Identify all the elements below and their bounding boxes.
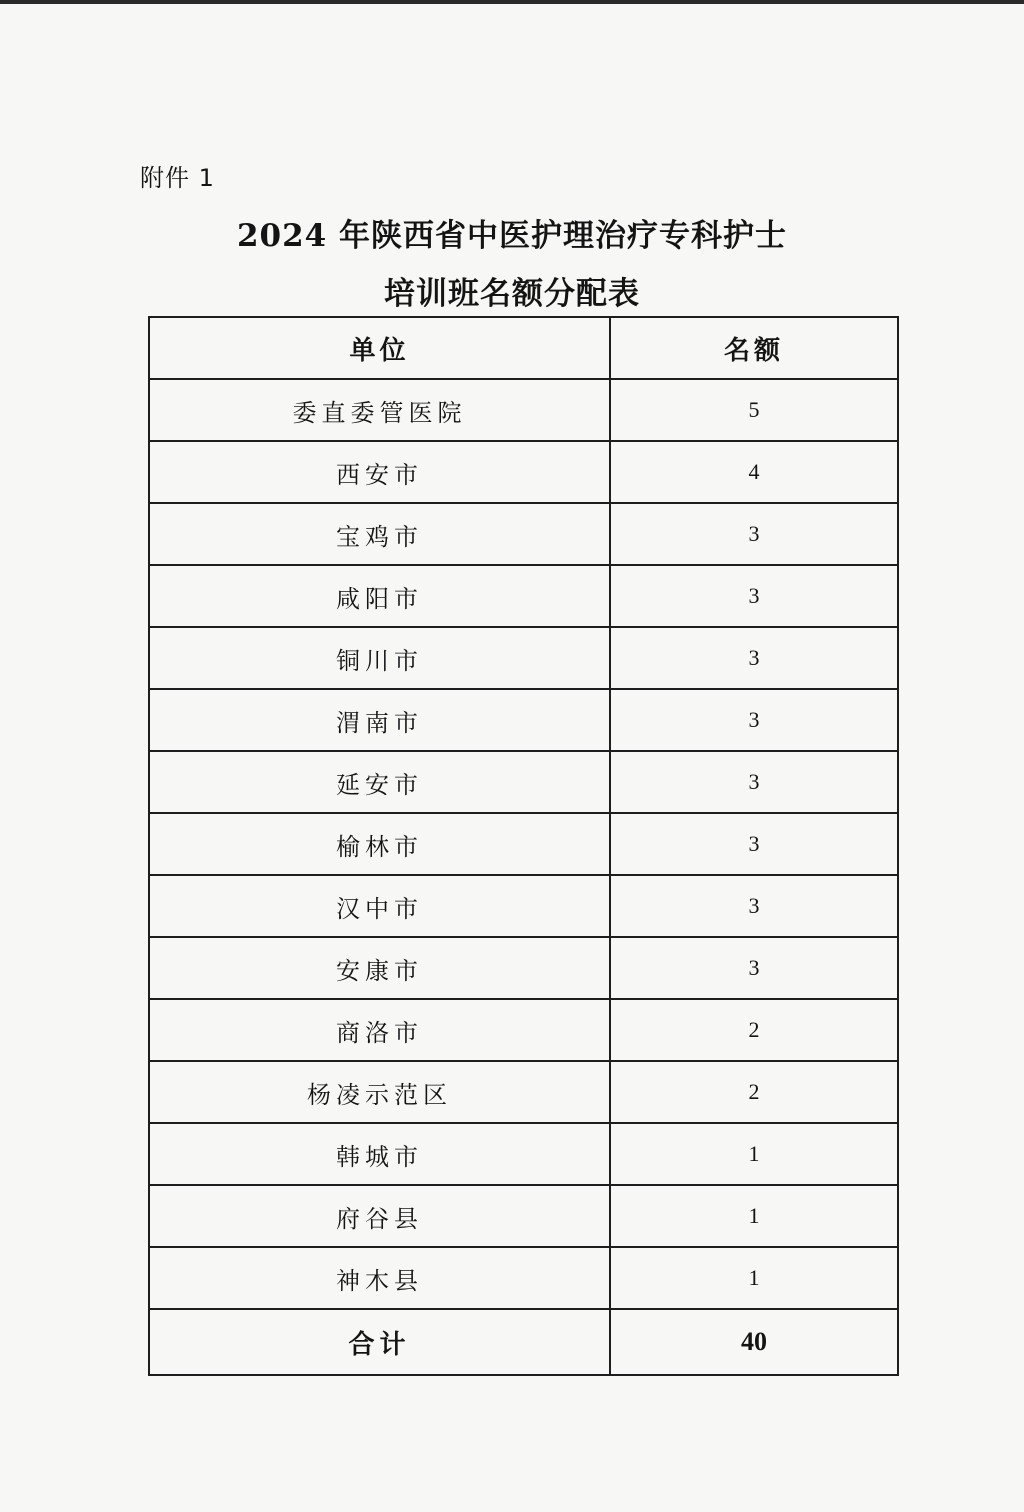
table-row [149, 813, 898, 875]
unit-cell: 西安市 [149, 441, 610, 503]
unit-cell: 渭南市 [149, 689, 610, 751]
table-row [149, 441, 898, 503]
header-quota: 名额 [610, 317, 898, 379]
quota-cell: 4 [610, 441, 898, 503]
unit-cell: 安康市 [149, 937, 610, 999]
unit-cell: 榆林市 [149, 813, 610, 875]
table-row [149, 627, 898, 689]
document-title-line-1: 2024 年陕西省中医护理治疗专科护士 [236, 218, 788, 254]
quota-cell: 3 [610, 689, 898, 751]
unit-cell: 延安市 [149, 751, 610, 813]
table-row [149, 689, 898, 751]
quota-cell: 3 [610, 503, 898, 565]
unit-cell: 咸阳市 [149, 565, 610, 627]
quota-cell: 3 [610, 565, 898, 627]
quota-cell: 1 [610, 1185, 898, 1247]
table-body [149, 379, 898, 1375]
unit-cell: 神木县 [149, 1247, 610, 1309]
table-row [149, 1185, 898, 1247]
attachment-label: 附件 1 [140, 164, 215, 192]
quota-cell: 3 [610, 875, 898, 937]
table-row [149, 503, 898, 565]
quota-cell: 3 [610, 751, 898, 813]
quota-cell: 3 [610, 937, 898, 999]
table-row [149, 379, 898, 441]
table-row [149, 1061, 898, 1123]
unit-cell: 韩城市 [149, 1123, 610, 1185]
quota-cell: 3 [610, 813, 898, 875]
quota-allocation-table [148, 316, 899, 1376]
table-header-row [149, 317, 898, 379]
document-title-line-2: 培训班名额分配表 [384, 276, 640, 312]
quota-cell: 3 [610, 627, 898, 689]
scan-top-edge [0, 0, 1024, 4]
unit-cell: 商洛市 [149, 999, 610, 1061]
quota-cell: 2 [610, 1061, 898, 1123]
unit-cell: 宝鸡市 [149, 503, 610, 565]
unit-cell: 府谷县 [149, 1185, 610, 1247]
total-label: 合计 [149, 1309, 610, 1375]
table-row [149, 937, 898, 999]
quota-cell: 5 [610, 379, 898, 441]
total-row [149, 1309, 898, 1375]
table-row [149, 1247, 898, 1309]
header-unit: 单位 [149, 317, 610, 379]
unit-cell: 委直委管医院 [149, 379, 610, 441]
table-row [149, 565, 898, 627]
quota-cell: 1 [610, 1123, 898, 1185]
table-row [149, 1123, 898, 1185]
quota-cell: 2 [610, 999, 898, 1061]
table-row [149, 751, 898, 813]
table-row [149, 875, 898, 937]
table-row [149, 999, 898, 1061]
unit-cell: 铜川市 [149, 627, 610, 689]
quota-cell: 1 [610, 1247, 898, 1309]
unit-cell: 杨凌示范区 [149, 1061, 610, 1123]
total-value: 40 [610, 1309, 898, 1375]
unit-cell: 汉中市 [149, 875, 610, 937]
